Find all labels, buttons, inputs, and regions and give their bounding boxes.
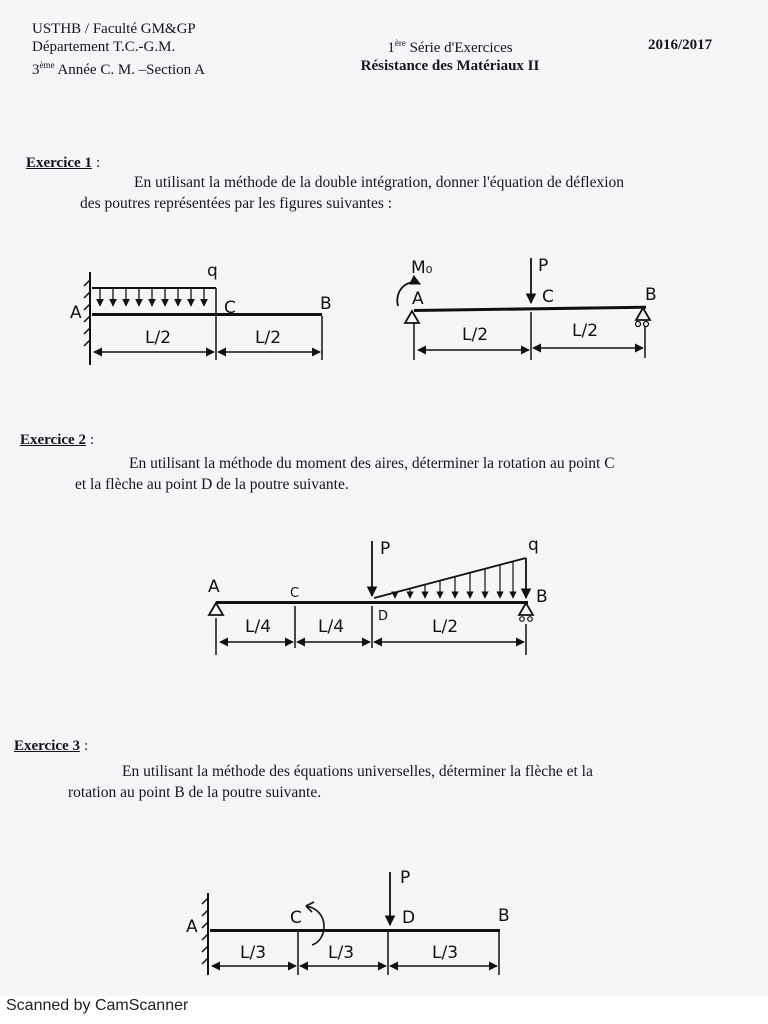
- exercise-2-line-2: et la flèche au point D de la poutre suivante.: [75, 476, 349, 493]
- academic-year: 2016/2017: [648, 37, 713, 53]
- exercise-3-title: Exercice 3 :: [14, 738, 89, 754]
- scanner-footer: [0, 996, 768, 1024]
- fig2-span-3-label: L/2: [432, 617, 459, 637]
- fig3-span-2-label: L/3: [328, 943, 355, 963]
- fig1a-point-a-label: A: [70, 303, 82, 323]
- fig3-point-d-label: D: [402, 908, 416, 928]
- roller-wheel: [528, 617, 533, 622]
- exercise-3-line-2: rotation au point B de la poutre suivante.: [68, 784, 322, 801]
- beam: [216, 601, 528, 604]
- fig2-load-label: q: [528, 535, 539, 555]
- fig3-span-1-label: L/3: [240, 943, 267, 963]
- fig1b-force-label: P: [538, 256, 549, 276]
- course-title: Résistance des Matériaux II: [360, 58, 540, 74]
- roller-support-b: [519, 603, 533, 615]
- fig2-point-b-label: B: [536, 587, 548, 607]
- beam: [414, 306, 646, 312]
- fig3-point-a-label: A: [186, 917, 198, 937]
- fig1b-point-c-label: C: [542, 287, 554, 307]
- fig1b-moment-label: M₀: [411, 258, 433, 278]
- triangular-load-line: [374, 558, 526, 598]
- fig2-point-d-label: D: [378, 609, 389, 624]
- fig1a-point-b-label: B: [320, 294, 332, 314]
- fig3-point-b-label: B: [498, 906, 510, 926]
- scanner-watermark-text: Scanned by CamScanner: [6, 997, 189, 1014]
- roller-wheel: [636, 322, 641, 327]
- fig2-span-2-label: L/4: [318, 617, 345, 637]
- fig1b-span-2-label: L/2: [572, 321, 599, 341]
- moment-arrow: [306, 906, 324, 945]
- fig2-span-1-label: L/4: [245, 617, 272, 637]
- exercise-2-line-1: En utilisant la méthode du moment des aires, déterminer la rotation au point C: [129, 455, 615, 472]
- fig1a-span-1-label: L/2: [145, 328, 172, 348]
- beam: [92, 313, 322, 316]
- fig1a-load-label: q: [207, 261, 218, 281]
- university-line: USTHB / Faculté GM&GP: [32, 21, 196, 37]
- exercise-3-line-1: En utilisant la méthode des équations universelles, déterminer la flèche et la: [122, 763, 593, 780]
- exercise-1-line-1: En utilisant la méthode de la double intégration, donner l'équation de déflexion: [134, 174, 625, 191]
- roller-wheel: [644, 322, 649, 327]
- fig1b-point-b-label: B: [645, 285, 657, 305]
- fig2-point-a-label: A: [208, 577, 220, 597]
- exercise-1-title: Exercice 1 :: [26, 155, 101, 171]
- triangular-load-arrows: [395, 562, 513, 598]
- department-line: Département T.C.-G.M.: [32, 39, 176, 55]
- exercise-1-line-2: des poutres représentées par les figures suivantes :: [80, 195, 393, 212]
- distributed-load-arrows: [100, 288, 204, 306]
- roller-wheel: [520, 617, 525, 622]
- fig3-force-label: P: [400, 868, 411, 888]
- exercise-2-title: Exercice 2 :: [20, 432, 95, 448]
- pin-support-a: [209, 603, 223, 615]
- fig3-span-3-label: L/3: [432, 943, 459, 963]
- year-section-line: 3ème Année C. M. –Section A: [32, 60, 205, 78]
- fig1b-span-1-label: L/2: [462, 325, 489, 345]
- roller-support-b: [636, 308, 650, 320]
- fig1b-point-a-label: A: [412, 289, 424, 309]
- fig2-force-label: P: [380, 539, 391, 559]
- fig1a-point-c-label: C: [224, 298, 236, 318]
- serie-title: 1ère Série d'Exercices: [387, 38, 513, 56]
- pin-support-a: [405, 311, 419, 323]
- fig2-point-c-label: C: [290, 586, 300, 601]
- figure-2-beam: [209, 541, 533, 655]
- fig1a-span-2-label: L/2: [255, 328, 282, 348]
- beam: [210, 929, 500, 932]
- figure-1b-simply-supported: [397, 258, 650, 360]
- fig3-point-c-label: C: [290, 908, 302, 928]
- figure-1a-cantilever: [84, 272, 322, 365]
